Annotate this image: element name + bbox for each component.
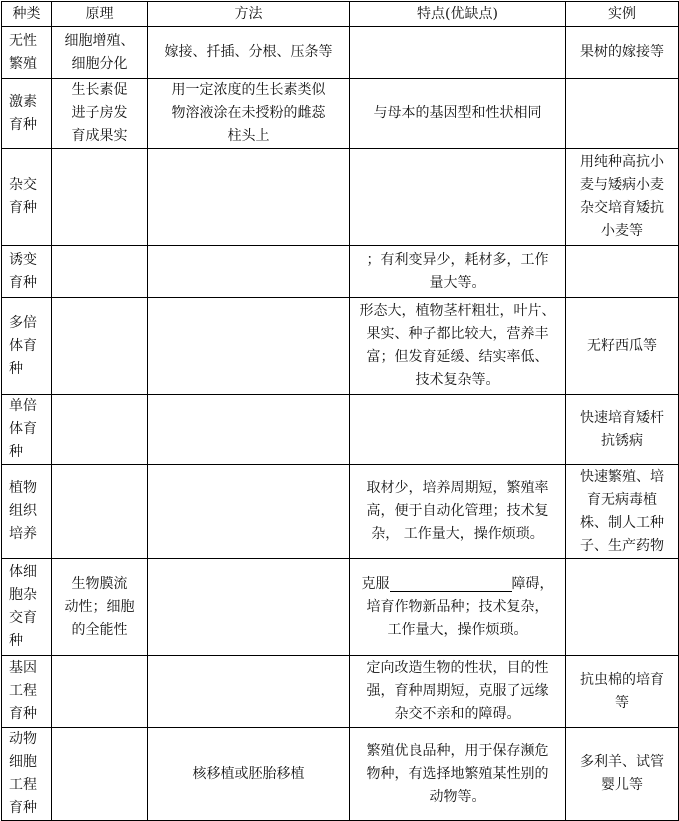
method-cell bbox=[148, 298, 350, 395]
cell-line: 育种 bbox=[9, 116, 37, 133]
feature-cell bbox=[350, 395, 566, 465]
cell-line: 体育 bbox=[9, 421, 37, 437]
cell-line: 体育 bbox=[9, 337, 37, 354]
cell-line: 快速繁殖、培 bbox=[580, 468, 664, 485]
table-row bbox=[2, 246, 679, 298]
cell-line: 培育作物新品种；技术复杂， bbox=[366, 598, 549, 615]
cell-line: 诱变 bbox=[9, 251, 37, 268]
cell-line: 麦与矮病小麦 bbox=[580, 177, 664, 193]
cell-line: 育种 bbox=[9, 800, 37, 816]
feature-cell bbox=[350, 728, 566, 821]
cell-line: 激素 bbox=[9, 93, 37, 110]
method-cell bbox=[148, 246, 350, 298]
cell-line: 胞杂 bbox=[9, 587, 37, 603]
cell-line: 形态大，植物茎杆粗壮，叶片、 bbox=[359, 303, 556, 319]
table-row bbox=[2, 465, 679, 559]
principle-cell bbox=[52, 656, 148, 728]
header-row bbox=[2, 2, 679, 27]
cell-line: 小麦等 bbox=[601, 223, 643, 239]
method-cell bbox=[148, 79, 350, 149]
table-row bbox=[2, 27, 679, 79]
cell-line: 育无病毒植 bbox=[587, 491, 657, 508]
cell-line: 高，便于自动化管理；技术复 bbox=[366, 503, 549, 519]
feature-cell bbox=[350, 656, 566, 728]
cell-line: 动性；细胞 bbox=[64, 598, 135, 615]
header-feature: 特点(优缺点) bbox=[350, 2, 566, 27]
cell-line: 物溶液涂在未授粉的雌蕊 bbox=[171, 105, 326, 121]
example-cell bbox=[566, 728, 679, 821]
header-principle: 原理 bbox=[52, 2, 148, 27]
cell-line: 果实、种子都比较大，营养丰 bbox=[366, 326, 549, 342]
cell-line: 多利羊、试管 bbox=[580, 754, 664, 770]
example-cell bbox=[566, 27, 679, 79]
cell-line: 量大等。 bbox=[429, 274, 486, 291]
example-cell bbox=[566, 149, 679, 246]
method-cell bbox=[148, 465, 350, 559]
principle-cell bbox=[52, 728, 148, 821]
header-method: 方法 bbox=[148, 2, 350, 27]
table-row bbox=[2, 559, 679, 656]
principle-cell bbox=[52, 298, 148, 395]
cell-line: 强，育种周期短，克服了远缘 bbox=[366, 683, 549, 699]
kind-cell bbox=[2, 395, 52, 465]
cell-line: 杂交培育矮抗 bbox=[580, 200, 664, 216]
feature-cell bbox=[350, 559, 566, 656]
example-cell bbox=[566, 298, 679, 395]
method-cell bbox=[148, 149, 350, 246]
table-row bbox=[2, 395, 679, 465]
cell-line: 种 bbox=[9, 360, 23, 377]
cell-line: 杂， 工作量大，操作烦琐。 bbox=[371, 526, 544, 542]
method-cell bbox=[148, 559, 350, 656]
kind-cell bbox=[2, 298, 52, 395]
kind-cell bbox=[2, 27, 52, 79]
kind-cell bbox=[2, 728, 52, 821]
cell-line: ；有利变异少，耗材多，工作 bbox=[366, 251, 549, 268]
cell-line: 生长素促 bbox=[71, 82, 128, 98]
cell-line: 杂交不亲和的障碍。 bbox=[394, 706, 521, 722]
cell-line: 子、生产药物 bbox=[580, 537, 664, 554]
cell-line: 组织 bbox=[9, 503, 37, 519]
table-row bbox=[2, 728, 679, 821]
principle-cell bbox=[52, 79, 148, 149]
cell-line: 物种，有选择地繁殖某性别的 bbox=[366, 765, 549, 782]
cell-line: 繁殖 bbox=[9, 55, 37, 72]
cell-line: 育种 bbox=[9, 706, 37, 722]
cell-line: 定向改造生物的性状，目的性 bbox=[366, 660, 549, 676]
cell-line: 工作量大，操作烦琐。 bbox=[387, 621, 528, 638]
method-cell bbox=[148, 728, 350, 821]
cell-line: 抗锈病 bbox=[601, 432, 643, 449]
cell-line: 工程 bbox=[9, 683, 37, 699]
example-cell bbox=[566, 395, 679, 465]
cell-line: 用一定浓度的生长素类似 bbox=[171, 82, 326, 98]
cell-line: 无性 bbox=[9, 32, 37, 49]
table-row bbox=[2, 149, 679, 246]
cell-line: 单倍 bbox=[9, 398, 37, 414]
feature-cell bbox=[350, 79, 566, 149]
cell-line: 快速培育矮杆 bbox=[580, 409, 664, 426]
cell-line: 体细 bbox=[9, 564, 37, 580]
cell-line: 株、制人工种 bbox=[580, 514, 664, 531]
kind-cell bbox=[2, 465, 52, 559]
example-cell bbox=[566, 79, 679, 149]
principle-cell bbox=[52, 246, 148, 298]
cell-line: 细胞分化 bbox=[71, 55, 128, 72]
fill-in-blank bbox=[390, 576, 512, 592]
kind-cell bbox=[2, 656, 52, 728]
principle-cell bbox=[52, 559, 148, 656]
cell-line: 柱头上 bbox=[227, 128, 270, 144]
feature-suffix: 障碍， bbox=[511, 575, 554, 592]
cell-line: 种 bbox=[9, 633, 23, 649]
cell-line: 无籽西瓜等 bbox=[587, 337, 657, 354]
principle-cell bbox=[52, 149, 148, 246]
cell-line: 培养 bbox=[9, 526, 37, 542]
principle-cell bbox=[52, 27, 148, 79]
cell-line: 动物 bbox=[9, 731, 37, 747]
breeding-methods-table bbox=[1, 1, 679, 821]
feature-cell bbox=[350, 246, 566, 298]
table-row bbox=[2, 79, 679, 149]
example-cell bbox=[566, 246, 679, 298]
header-example: 实例 bbox=[566, 2, 679, 27]
kind-cell bbox=[2, 79, 52, 149]
feature-prefix: 克服 bbox=[361, 575, 390, 592]
cell-line: 育种 bbox=[9, 274, 37, 291]
method-cell bbox=[148, 656, 350, 728]
cell-line: 育种 bbox=[9, 200, 37, 216]
example-cell bbox=[566, 465, 679, 559]
cell-line: 富；但发育延缓、结实率低、 bbox=[366, 349, 549, 365]
cell-line: 核移植或胚胎移植 bbox=[192, 765, 305, 782]
cell-line: 植物 bbox=[9, 480, 37, 496]
cell-line: 取材少，培养周期短，繁殖率 bbox=[366, 480, 549, 496]
cell-line: 种 bbox=[9, 444, 23, 460]
cell-line: 育成果实 bbox=[71, 128, 128, 144]
principle-cell bbox=[52, 465, 148, 559]
cell-line: 技术复杂等。 bbox=[415, 372, 500, 388]
example-cell bbox=[566, 559, 679, 656]
cell-line: 繁殖优良品种，用于保存濒危 bbox=[366, 742, 549, 759]
kind-cell bbox=[2, 149, 52, 246]
feature-cell bbox=[350, 27, 566, 79]
cell-line: 细胞增殖、 bbox=[64, 32, 135, 49]
example-cell bbox=[566, 656, 679, 728]
method-cell bbox=[148, 395, 350, 465]
cell-line: 果树的嫁接等 bbox=[580, 44, 664, 60]
cell-line: 婴儿等 bbox=[601, 777, 643, 793]
cell-line: 嫁接、扦插、分根、压条等 bbox=[164, 44, 333, 60]
cell-line: 生物膜流 bbox=[71, 575, 128, 592]
cell-line: 进子房发 bbox=[71, 105, 128, 121]
cell-line: 基因 bbox=[9, 660, 37, 676]
feature-cell bbox=[350, 298, 566, 395]
cell-line: 交育 bbox=[9, 610, 37, 626]
header-kind: 种类 bbox=[2, 2, 52, 27]
cell-line: 细胞 bbox=[9, 754, 37, 770]
principle-cell bbox=[52, 395, 148, 465]
kind-cell bbox=[2, 246, 52, 298]
method-cell bbox=[148, 27, 350, 79]
kind-cell bbox=[2, 559, 52, 656]
cell-line: 动物等。 bbox=[429, 788, 486, 805]
cell-line: 工程 bbox=[9, 777, 37, 793]
cell-line: 用纯种高抗小 bbox=[580, 154, 664, 170]
cell-line: 抗虫棉的培育 bbox=[580, 671, 664, 688]
cell-line: 的全能性 bbox=[71, 621, 128, 638]
cell-line: 等 bbox=[615, 694, 629, 711]
table-row bbox=[2, 298, 679, 395]
feature-cell bbox=[350, 465, 566, 559]
cell-line: 杂交 bbox=[9, 177, 37, 193]
feature-cell bbox=[350, 149, 566, 246]
cell-line: 与母本的基因型和性状相同 bbox=[373, 105, 542, 121]
table-row bbox=[2, 656, 679, 728]
cell-line: 多倍 bbox=[9, 314, 37, 331]
